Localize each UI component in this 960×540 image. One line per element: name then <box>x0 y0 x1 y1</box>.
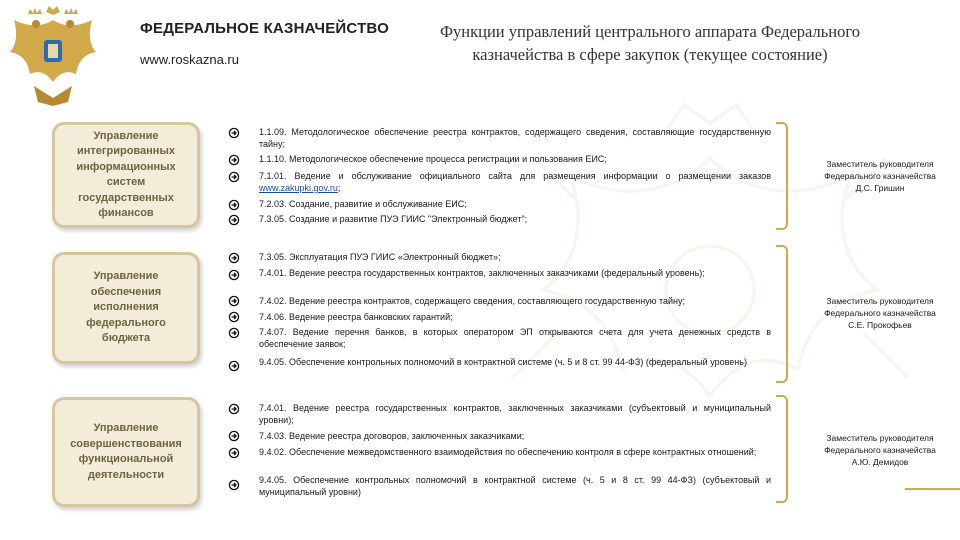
circle-arrow-right-icon <box>228 214 240 226</box>
circle-arrow-right-icon <box>228 295 240 307</box>
function-item: 1.1.09. Методологическое обеспечение реестра контрактов, содержащего сведения, составляющие государственную тайну; <box>259 127 771 150</box>
deputy-title: Заместитель руководителя Федерального казначейства <box>824 433 936 455</box>
decorative-gold-line <box>905 488 960 490</box>
circle-arrow-right-icon <box>228 327 240 339</box>
zakupki-link[interactable]: www.zakupki.gov.ru <box>259 183 338 194</box>
deputy-block <box>800 295 960 331</box>
circle-arrow-right-icon <box>228 403 240 415</box>
circle-arrow-right-icon <box>228 199 240 211</box>
function-item: 7.4.06. Ведение реестра банковских гарантий; <box>259 312 453 322</box>
deputy-title: Заместитель руководителя Федерального казначейства <box>824 296 936 318</box>
deputy-name: С.Е. Прокофьев <box>848 320 912 330</box>
circle-arrow-right-icon <box>228 447 240 459</box>
double-headed-eagle-emblem-icon <box>8 6 98 108</box>
function-item: 9.4.05. Обеспечение контрольных полномочий в контрактной системе (ч. 5 и 8 ст. 99 44-ФЗ) (субъектовый и муниципальный уровни) <box>259 475 771 498</box>
function-item: 7.3.05. Эксплуатация ПУЭ ГИИС «Электронный бюджет»; <box>259 252 501 262</box>
circle-arrow-right-icon <box>228 127 240 139</box>
deputy-name: Д.С. Гришин <box>855 183 905 193</box>
link-suffix: ; <box>337 183 341 194</box>
function-item <box>259 170 771 194</box>
function-item: 7.4.01. Ведение реестра государственных контрактов, заключенных заказчиками (федеральный уровень); <box>259 268 705 278</box>
group-bracket <box>776 122 788 230</box>
deputy-block <box>800 432 960 468</box>
deputy-name: А.Ю. Демидов <box>851 457 909 467</box>
circle-arrow-right-icon <box>228 311 240 323</box>
deputy-block <box>800 158 960 194</box>
function-item: 9.4.05. Обеспечение контрольных полномочий в контрактной системе (ч. 5 и 8 ст. 99 44-ФЗ) (федеральный уровень) <box>259 357 747 367</box>
title-line-1: Функции управлений центрального аппарата Федерального <box>440 22 860 41</box>
circle-arrow-right-icon <box>228 360 240 372</box>
circle-arrow-right-icon <box>228 269 240 281</box>
group-bracket <box>776 395 788 503</box>
function-item: 9.4.02. Обеспечение межведомственного взаимодействия по обеспечению контроля в сфере контрактных отношений; <box>259 447 757 457</box>
circle-arrow-right-icon <box>228 430 240 442</box>
function-item: 7.2.03. Создание, развитие и обслуживание ЕИС; <box>259 199 467 209</box>
department-box-budget-execution: Управление обеспечения исполнения федерального бюджета <box>52 252 200 364</box>
function-item: 7.4.01. Ведение реестра государственных контрактов, заключенных заказчиками (субъектовый и муниципальный уровни); <box>259 403 771 426</box>
circle-arrow-right-icon <box>228 171 240 183</box>
group-bracket <box>776 245 788 383</box>
department-box-functional-improvement: Управление совершенствования функциональной деятельности <box>52 397 200 507</box>
function-item: 7.4.03. Ведение реестра договоров, заключенных заказчиками; <box>259 431 525 441</box>
circle-arrow-right-icon <box>228 252 240 264</box>
deputy-title: Заместитель руководителя Федерального казначейства <box>824 159 936 181</box>
function-item: 7.4.07. Ведение перечня банков, в которых оператором ЭП открываются счета для учета денежных средств в обеспечение заявок; <box>259 327 771 350</box>
page-title <box>370 20 930 66</box>
title-line-2: казначейства в сфере закупок (текущее состояние) <box>472 45 828 64</box>
department-box-integrated-systems: Управление интегрированных информационных систем государственных финансов <box>52 122 200 228</box>
function-text: 7.1.01. Ведение и обслуживание официального сайта для размещения информации о размещении заказов <box>259 171 771 181</box>
function-item: 7.4.02. Ведение реестра контрактов, содержащего сведения, составляющего государственную тайну; <box>259 296 686 306</box>
function-item: 1.1.10. Методологическое обеспечение процесса регистрации и пользования ЕИС; <box>259 154 607 164</box>
brand-name: ФЕДЕРАЛЬНОЕ КАЗНАЧЕЙСТВО <box>140 20 389 37</box>
function-item: 7.3.05. Создание и развитие ПУЭ ГИИС "Электронный бюджет"; <box>259 214 528 224</box>
circle-arrow-right-icon <box>228 154 240 166</box>
brand-url[interactable]: www.roskazna.ru <box>140 52 239 67</box>
circle-arrow-right-icon <box>228 479 240 491</box>
